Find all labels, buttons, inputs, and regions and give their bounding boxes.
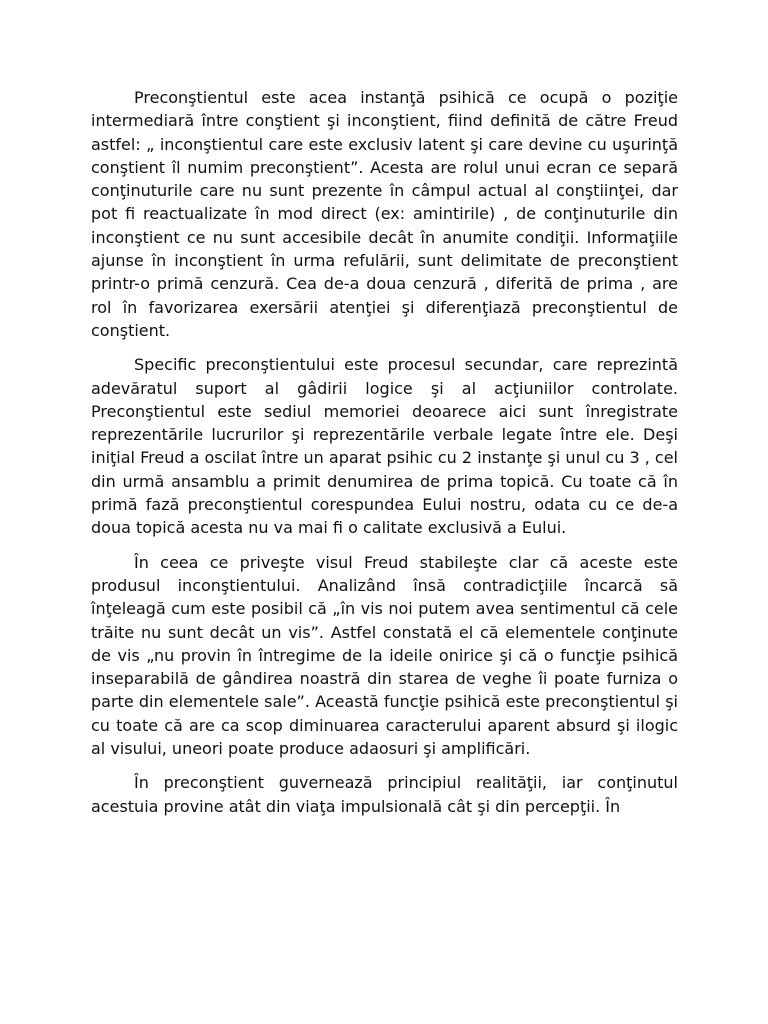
document-page — [91, 86, 678, 829]
paragraph-preconscious-definition: Preconştientul este acea instanţă psihică ce ocupă o poziţie intermediară între conştient şi inconştient, fiind definită de către Freud astfel: „ inconştientul care este exclusiv latent şi care devine cu uşurinţă conştient îl numim preconştient”. Acesta are rolul unui ecran ce separă conţinuturile care nu sunt prezente în câmpul actual al conştiinţei, dar pot fi reactualizate în mod direct (ex: amintirile) , de conţinuturile din inconştient ce nu sunt accesibile decât în anumite condiţii. Informaţiile ajunse în inconştient în urma refulării, sunt delimitate de preconştient printr-o primă cenzură. Cea de-a doua cenzură , diferită de prima , are rol în favorizarea exersării atenţiei şi diferenţiază preconştientul de conştient. — [91, 88, 678, 340]
paragraph-reality-principle: În preconştient guvernează principiul realităţii, iar conţinutul acestuia provine atât din viaţa impulsională cât şi din percepţii. În — [91, 773, 678, 816]
paragraph-dream-analysis: În ceea ce priveşte visul Freud stabileşte clar că aceste este produsul inconştientului. Analizând însă contradicţiile încarcă să înţeleagă cum este posibil că „în vis noi putem avea sentimentul că cele trăite nu sunt decât un vis”. Astfel constată el că elementele conţinute de vis „nu provin în întregime de la ideile onirice şi că o funcţie psihică inseparabilă de gândirea noastră din starea de veghe îi poate furniza o parte din elementele sale”. Această funcţie psihică este preconştientul şi cu toate că are ca scop diminuarea caracterului aparent absurd şi ilogic al visului, uneori poate produce adaosuri şi amplificări. — [91, 552, 678, 759]
paragraph-secondary-process: Specific preconştientului este procesul secundar, care reprezintă adevăratul suport al gâdirii logice şi al acţiuniilor controlate. Preconştientul este sediul memoriei deoarece aici sunt înregistrate reprezentările lucrurilor şi reprezentările verbale legate între ele. Deşi iniţial Freud a oscilat între un aparat psihic cu 2 instanţe şi unul cu 3 , cel din urmă ansamblu a primit denumirea de prima topică. Cu toate că în primă fază preconştientul corespundea Eului nostru, odata cu ce de-a doua topică acesta nu va mai fi o calitate exclusivă a Eului. — [91, 355, 678, 538]
